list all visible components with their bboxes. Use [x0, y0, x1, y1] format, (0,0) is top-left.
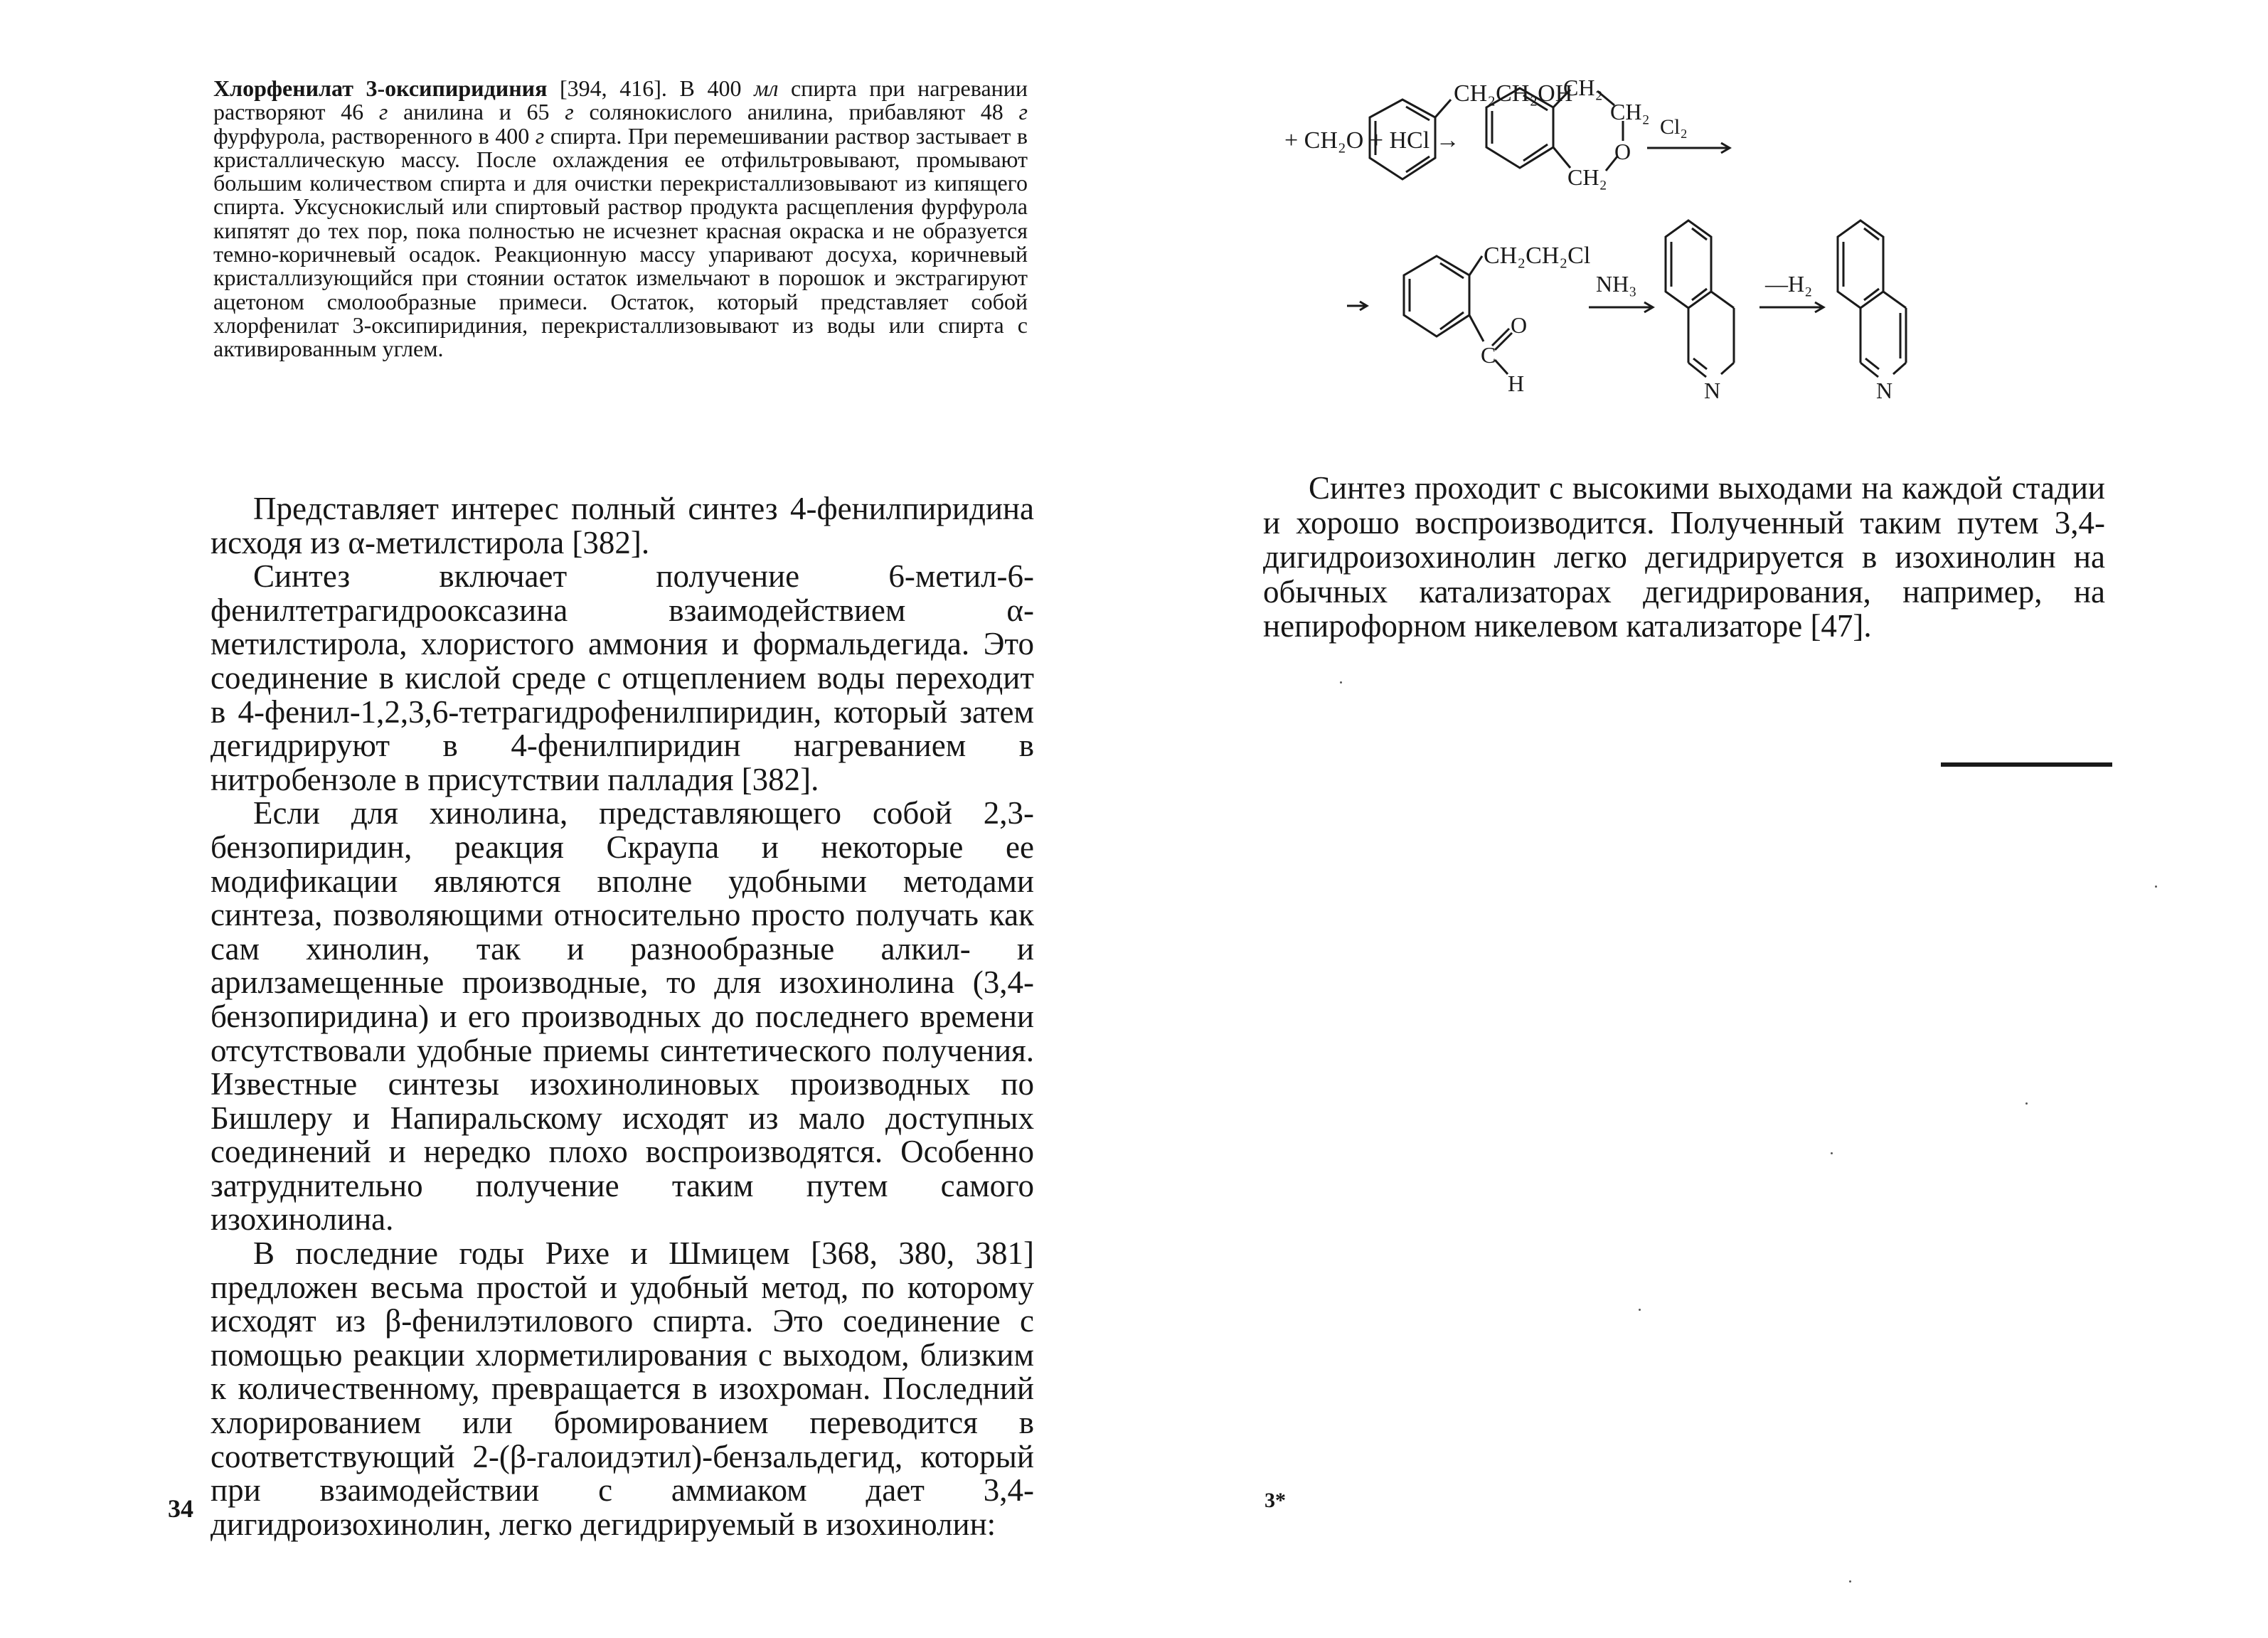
scan-speck — [1831, 1152, 1833, 1154]
section-end-rule — [1941, 762, 2112, 767]
label-aldehyde-h: H — [1508, 371, 1525, 396]
label-cl2: Cl₂ — [1660, 115, 1688, 139]
paragraph: Синтез включает получение 6-метил-6-фенилтетрагидрооксазина взаимодействием α-метилстирола, хлористого аммония и формальдегида. Это соединение в кислой среде с отщеплением воды переходит в 4-фенил-1,2,3,6-тетрагидрофенилпиридин, который затем дегидрируют в 4-фенилпиридин нагреванием в нитробензоле в присутствии палладия [382]. — [211, 558, 1034, 797]
reaction-scheme — [1134, 43, 2268, 441]
label-reagents: + CH₂O + HCl → — [1284, 127, 1460, 154]
benzene-ring-4 — [1666, 220, 1711, 308]
label-n-isoquinoline: N — [1876, 378, 1893, 403]
label-r2: CH₂CH₂Cl — [1484, 243, 1591, 269]
paragraph: Представляет интерес полный синтез 4-фенилпиридина исходя из α-метилстирола [382]. — [211, 491, 1034, 560]
signature-mark: 3* — [1265, 1489, 1286, 1512]
benzene-ring-3 — [1404, 256, 1469, 336]
scan-speck — [1849, 1580, 1851, 1583]
procedure-title: Хлорфенилат 3-оксипиридиния — [213, 75, 548, 101]
label-ch2-top: CH₂ — [1563, 75, 1603, 100]
right-page — [1134, 0, 2268, 1638]
procedure-paragraph: Хлорфенилат 3-оксипиридиния [394, 416]. В 400 мл спирта при нагревании растворяют 46 г анилина и 65 г солянокислого анилина, прибавляют 48 г фурфурола, растворенного в 400 г спирта. При перемешивании раствор застывает в кристаллическую массу. После охлаждения ее отфильтровывают, промывают большим количеством спирта и для очистки перекристаллизовывают из кипящего спирта. Уксуснокислый или спиртовый раствор продукта расщепления фурфурола кипятят до тех пор, пока полностью не исчезнет красная окраска и не образуется темно-коричневый осадок. Реакционную массу упаривают досуха, коричневый кристаллизующийся при стоянии остаток измельчают в порошок и экстрагируют ацетоном смолообразные примеси. Остаток, который представляет собой хлорфенилат 3-оксипиридиния, перекристаллизовывают из воды или спирта с активированным углем. — [213, 75, 1028, 362]
scan-speck — [2155, 886, 2157, 888]
label-minus-h2: —H₂ — [1765, 271, 1813, 297]
paragraph: В последние годы Рихе и Шмицем [368, 380, 381] предложен весьма простой и удобный метод, по которому исходят из β-фенилэтилового спирта. Это соединение с помощью реакции хлорметилирования с выходом, близким к количественному, превращается в изохроман. Последний хлорированием или бромированием переводится в соответствующий 2-(β-галоидэтил)-бензальдегид, который при взаимодействии с аммиаком дает 3,4-дигидроизохинолин, легко дегидрируемый в изохинолин: — [211, 1235, 1034, 1542]
label-ch2-bottom: CH₂ — [1567, 164, 1607, 190]
label-r1: CH₂CH₂OH — [1454, 80, 1573, 107]
paragraph: Если для хинолина, представляющего собой 2,3-бензопиридин, реакция Скраупа и некоторые ее модификации являются вполне удобными методами синтеза, позволяющими относительно просто получать как сам хинолин, так и разнообразные алкил- и арилзамещенные производные, то для изохинолина (3,4-бензопиридина) и его производных до последнего времени отсутствовали удобные приемы синтетического получения. Известные синтезы изохинолиновых производных по Бишлеру и Напиральскому исходят из мало доступных соединений и нередко плохо воспроизводятся. Особенно затруднительно получение таким путем самого изохинолина. — [211, 795, 1034, 1238]
right-paragraph: Синтез проходит с высокими выходами на каждой стадии и хорошо воспроизводится. Полученный таким путем 3,4-дигидроизохинолин легко дегидрируется в изохинолин на обычных катализаторах дегидрирования, например, на непирофорном никелевом катализаторе [47]. — [1263, 470, 2105, 644]
scan-speck — [2025, 1102, 2028, 1105]
label-aldehyde-o: O — [1511, 312, 1528, 338]
benzene-ring-5 — [1838, 220, 1883, 308]
scan-speck — [1340, 681, 1342, 684]
scan-speck — [1639, 1309, 1641, 1311]
label-aldehyde-c: C — [1481, 342, 1496, 368]
label-ring-oxygen: O — [1614, 139, 1631, 164]
left-body-text — [211, 492, 1034, 1541]
label-ch2-mid: CH₂ — [1610, 99, 1650, 124]
label-n-dihydroisoquinoline: N — [1704, 378, 1721, 403]
label-nh3: NH₃ — [1596, 271, 1637, 297]
page-number: 34 — [168, 1494, 193, 1523]
